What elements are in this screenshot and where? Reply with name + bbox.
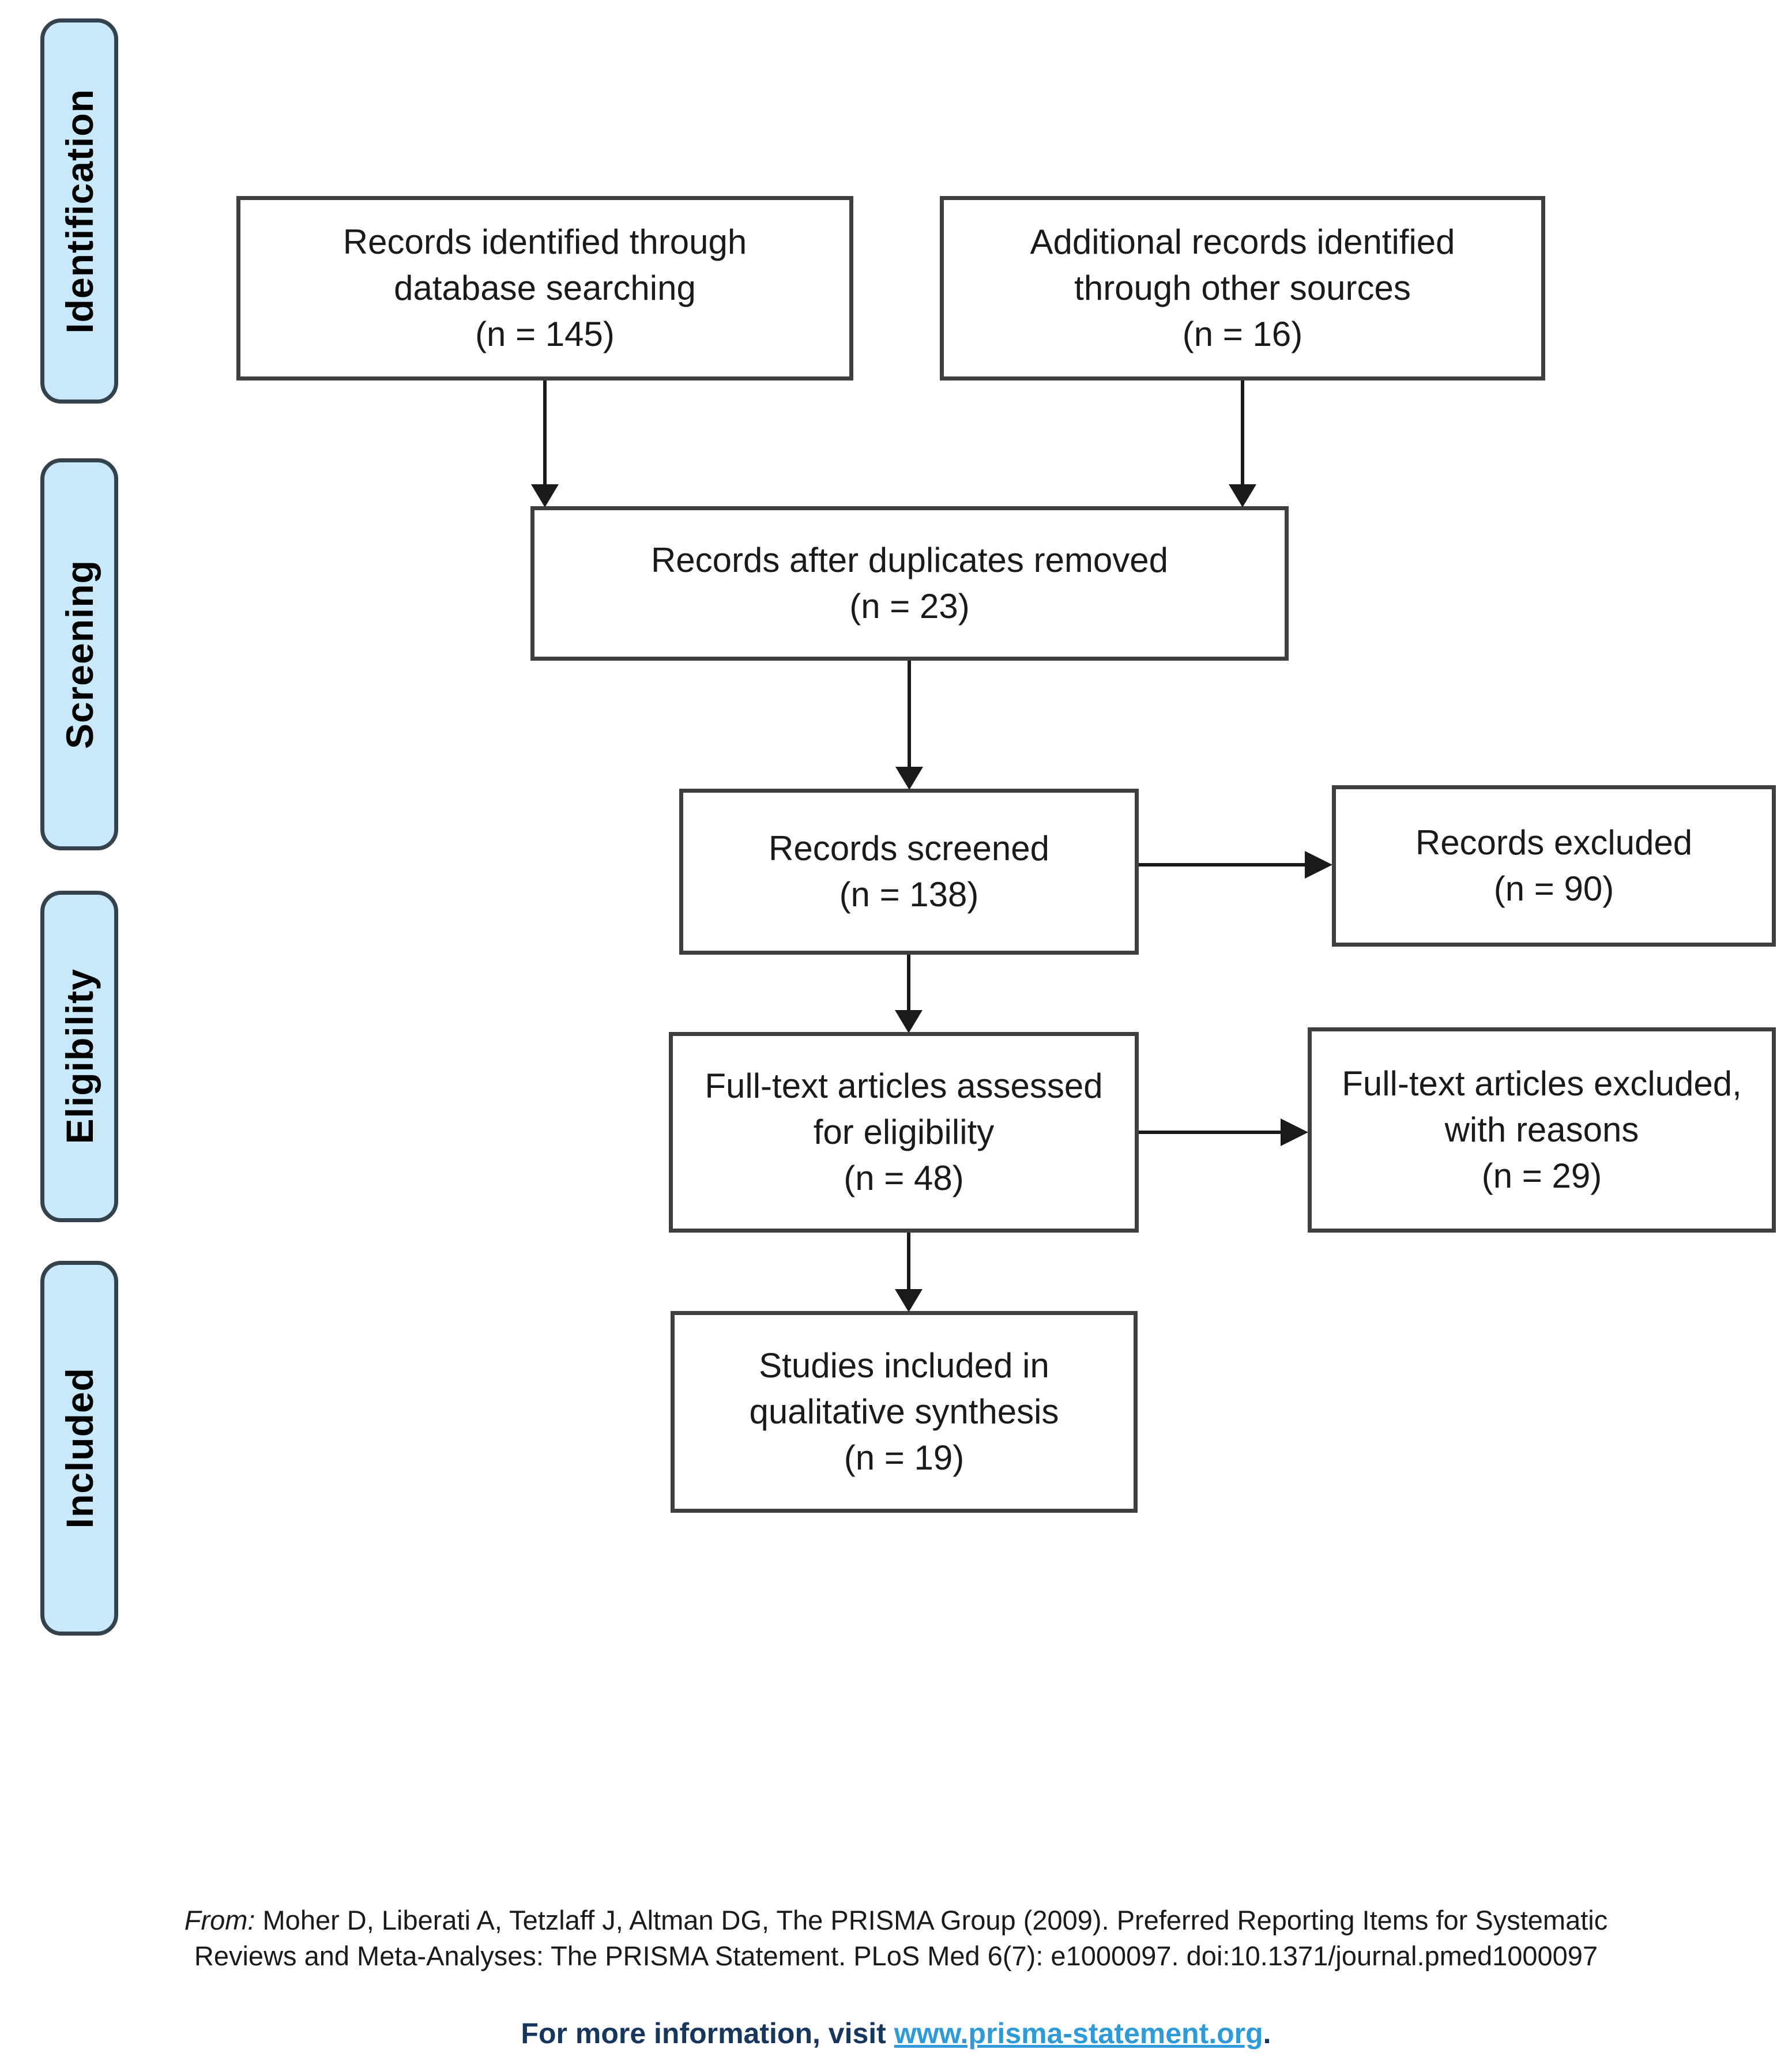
stage-identification: [40, 18, 118, 404]
box-fulltext-assessed-line1: Full-text articles assessed: [705, 1067, 1103, 1105]
citation-line1: [0, 1903, 1792, 1938]
box-records-screened-line1: Records screened: [769, 829, 1049, 868]
box-records-excluded-count: (n = 90): [1493, 869, 1614, 908]
citation-line1-text: Moher D, Liberati A, Tetzlaff J, Altman DG, The PRISMA Group (2009). Preferred Reporting Items for Systematic: [255, 1905, 1608, 1935]
info-line: [0, 2017, 1792, 2050]
box-fulltext-excluded-count: (n = 29): [1481, 1156, 1602, 1195]
box-additional-records-count: (n = 16): [1182, 315, 1303, 353]
stage-screening: [40, 458, 118, 850]
citation-line2: Reviews and Meta-Analyses: The PRISMA Statement. PLoS Med 6(7): e1000097. doi:10.1371/journal.pmed1000097: [194, 1941, 1598, 1971]
box-qualitative-synthesis-line1: Studies included in: [759, 1346, 1049, 1385]
box-qualitative-synthesis: [671, 1311, 1138, 1513]
box-records-identified-line2: database searching: [394, 269, 696, 307]
box-additional-records-line2: through other sources: [1074, 269, 1411, 307]
box-records-identified-count: (n = 145): [475, 315, 615, 353]
box-records-identified: [236, 196, 853, 381]
box-additional-records: [940, 196, 1545, 381]
stage-screening-label: Screening: [58, 559, 101, 749]
box-fulltext-assessed: [669, 1032, 1139, 1233]
box-records-screened-count: (n = 138): [839, 875, 979, 914]
citation: [0, 1903, 1792, 1974]
box-additional-records-line1: Additional records identified: [1030, 223, 1455, 261]
box-fulltext-assessed-count: (n = 48): [844, 1159, 964, 1197]
box-duplicates-removed: [530, 506, 1289, 661]
stage-identification-label: Identification: [58, 88, 101, 334]
box-qualitative-synthesis-line2: qualitative synthesis: [749, 1392, 1059, 1431]
prisma-statement-link[interactable]: www.prisma-statement.org: [894, 2017, 1263, 2050]
info-suffix: .: [1263, 2017, 1271, 2050]
info-prefix: For more information, visit: [521, 2017, 894, 2050]
stage-eligibility-label: Eligibility: [58, 969, 101, 1144]
box-duplicates-removed-line1: Records after duplicates removed: [650, 541, 1169, 579]
stage-eligibility: [40, 891, 118, 1222]
box-qualitative-synthesis-count: (n = 19): [844, 1438, 965, 1477]
stage-included: [40, 1261, 118, 1636]
box-fulltext-assessed-line2: for eligibility: [813, 1113, 995, 1151]
box-records-screened: [679, 789, 1139, 955]
box-fulltext-excluded-line2: with reasons: [1444, 1110, 1639, 1149]
box-fulltext-excluded: [1308, 1027, 1776, 1233]
citation-from-label: From:: [184, 1905, 255, 1935]
stage-included-label: Included: [58, 1367, 101, 1529]
box-fulltext-excluded-line1: Full-text articles excluded,: [1342, 1064, 1742, 1103]
box-records-identified-line1: Records identified through: [342, 223, 747, 261]
box-duplicates-removed-count: (n = 23): [849, 587, 970, 626]
box-records-excluded: [1332, 785, 1776, 947]
box-records-excluded-line1: Records excluded: [1415, 823, 1693, 862]
